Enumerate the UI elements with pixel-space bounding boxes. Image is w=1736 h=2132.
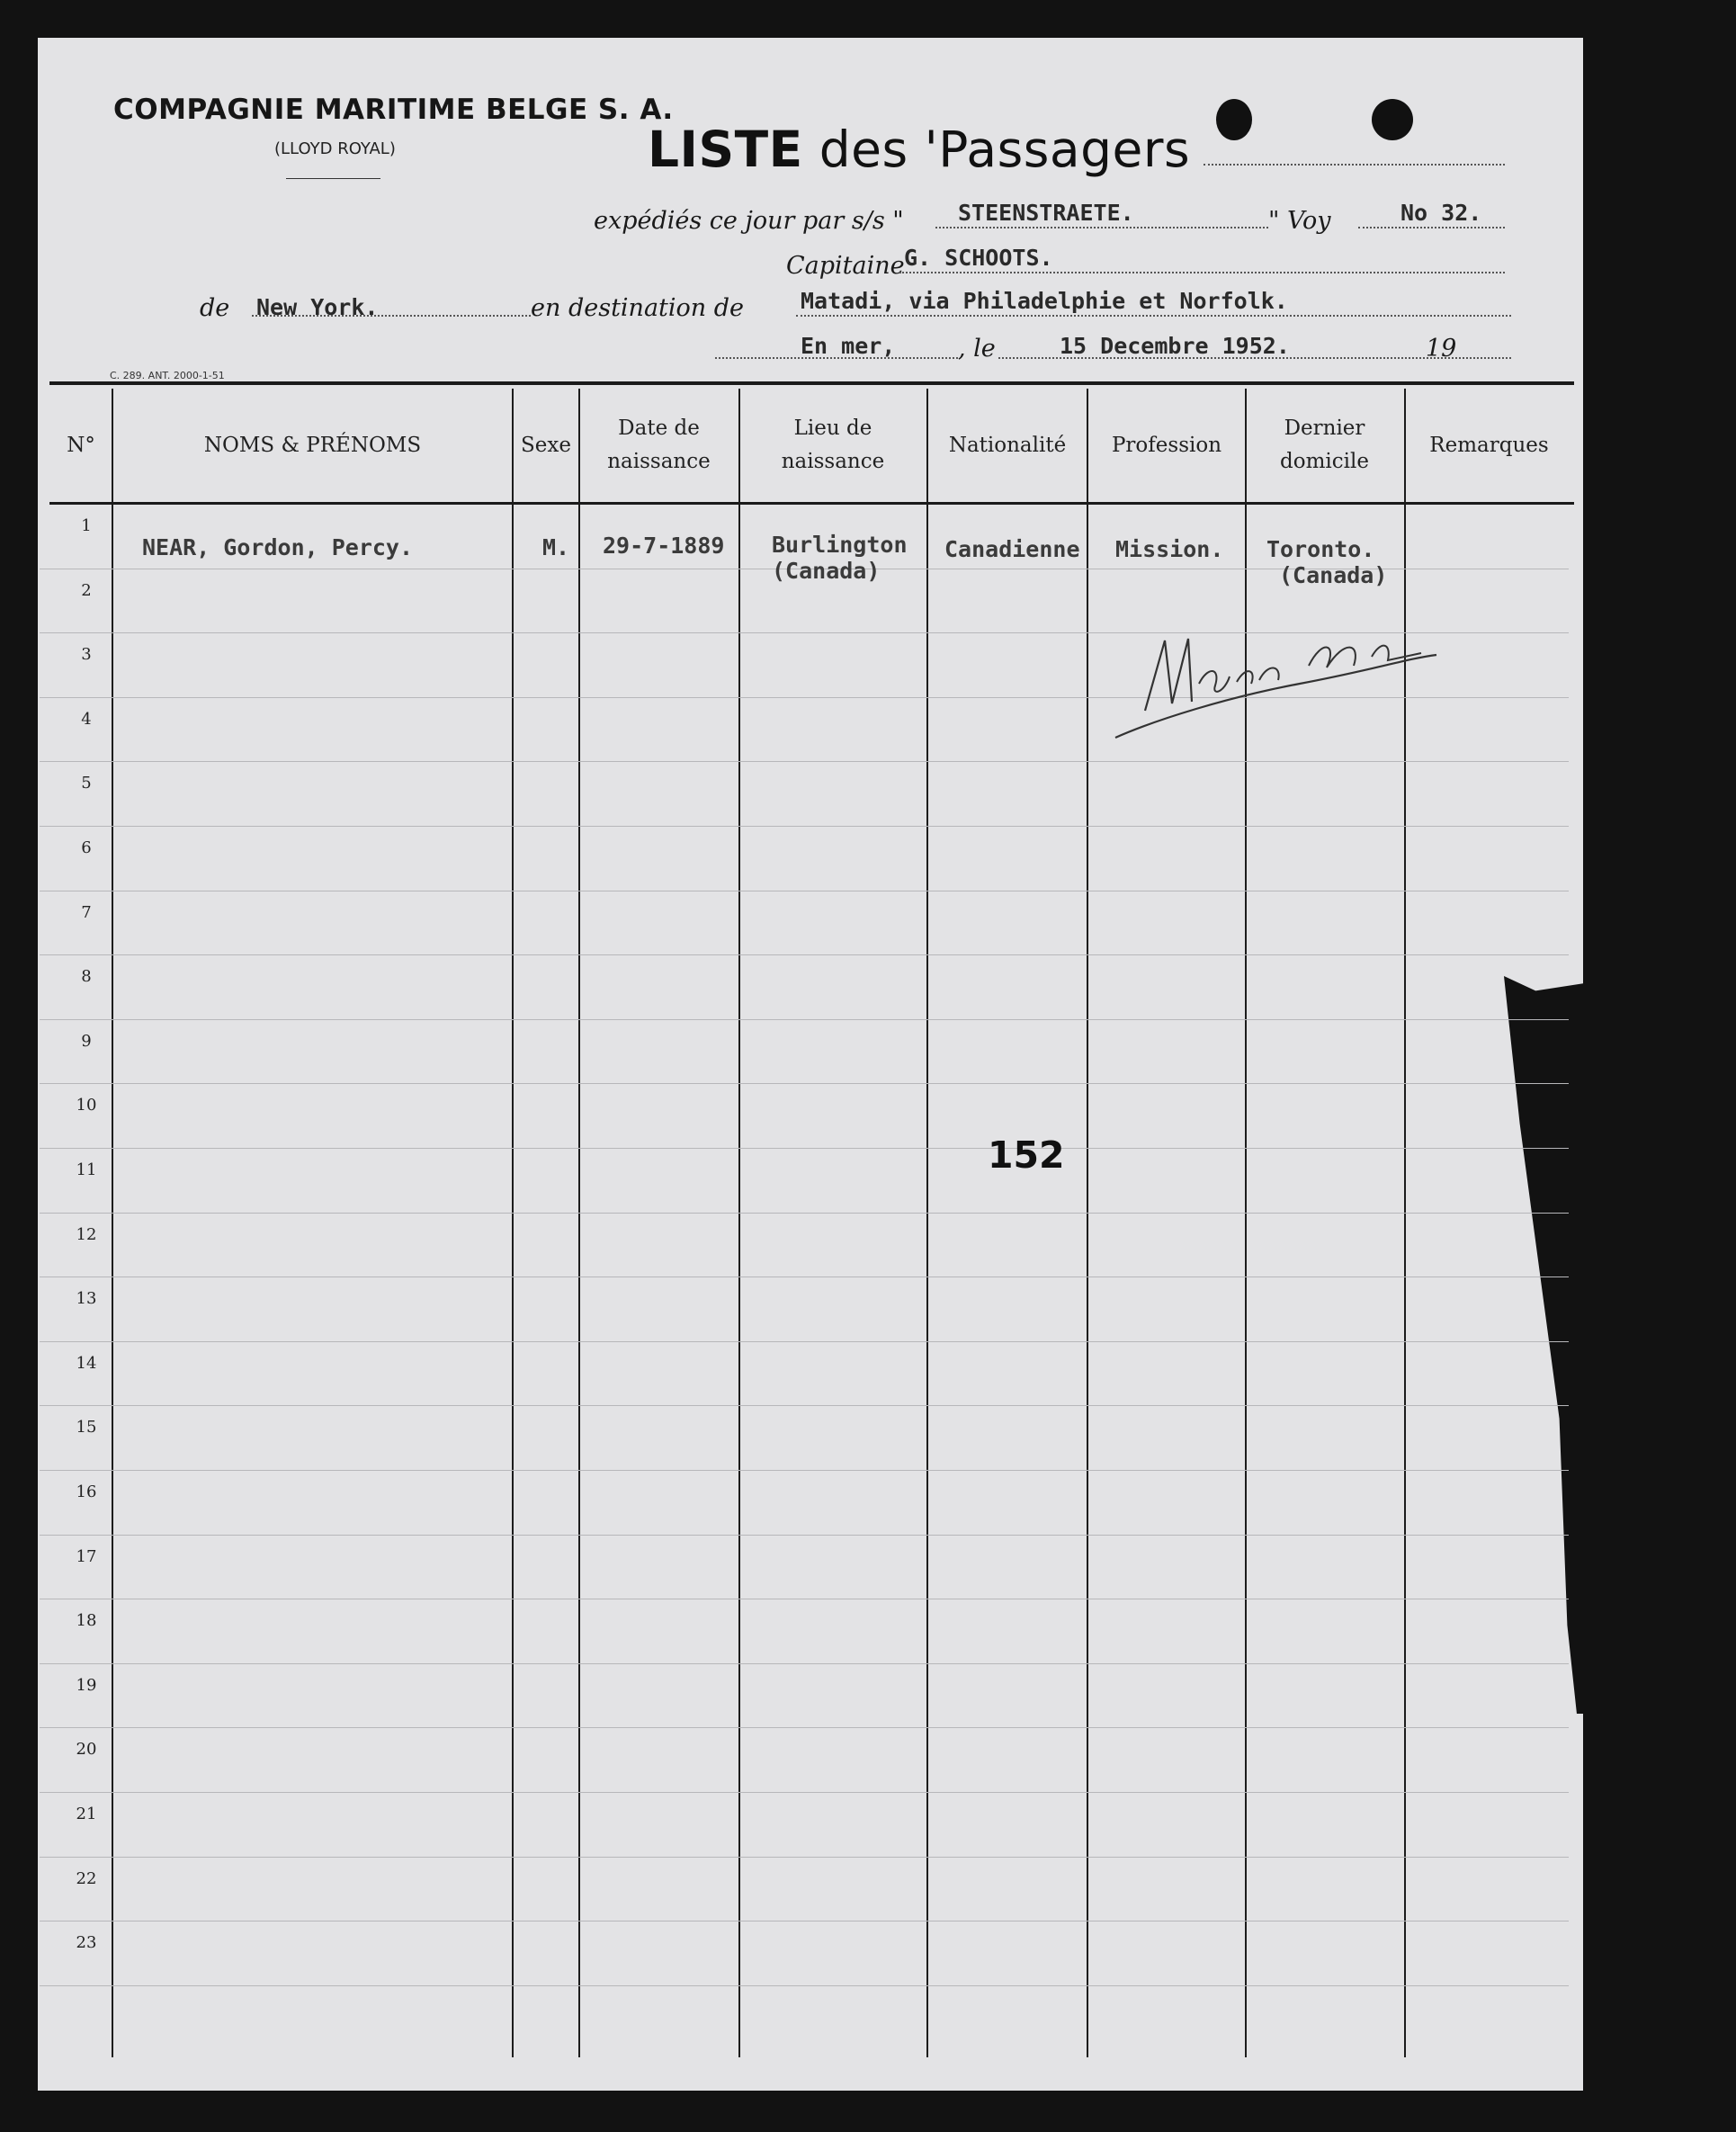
row-rule (40, 1985, 1569, 1986)
row-number: 19 (76, 1675, 97, 1695)
row-rule (40, 1341, 1569, 1342)
row-rule (40, 1019, 1569, 1020)
place: En mer, (801, 333, 896, 359)
company-subtitle: (LLOYD ROYAL) (274, 139, 396, 158)
row-number: 8 (81, 967, 92, 987)
row-number: 5 (81, 774, 92, 793)
row-rule (40, 1857, 1569, 1858)
row-number: 20 (76, 1740, 97, 1760)
row-number: 9 (81, 1031, 92, 1051)
le-label: , le (958, 335, 996, 363)
entry-profession: Mission. (1115, 536, 1224, 562)
row-number: 4 (81, 709, 92, 729)
origin-port: New York. (256, 294, 379, 320)
row-number: 13 (76, 1289, 97, 1309)
row-number: 11 (76, 1160, 97, 1179)
company-name: COMPAGNIE MARITIME BELGE S. A. (113, 94, 674, 126)
row-rule (40, 1148, 1569, 1149)
origin-label: de (200, 294, 230, 322)
row-number: 18 (76, 1611, 97, 1631)
voyage-dotted-line (1358, 227, 1505, 228)
row-number: 10 (76, 1096, 97, 1115)
stamped-page-number: 152 (988, 1133, 1065, 1177)
row-rule (40, 1727, 1569, 1728)
destination-dotted-line (796, 315, 1511, 317)
expedies-label: expédiés ce jour par s/s " (594, 207, 904, 235)
col-header-number: N° (67, 433, 95, 457)
col-header-birth-place: Lieu de naissance (781, 417, 885, 473)
origin-dotted-line (252, 315, 531, 317)
title-rest: des 'Passagers (819, 121, 1191, 178)
col-line-6 (1087, 389, 1088, 2057)
row-number: 23 (76, 1933, 97, 1953)
col-line-1 (112, 389, 113, 2057)
punch-hole-right (1372, 99, 1413, 140)
row-rule (40, 954, 1569, 955)
title-dotted-line (1204, 164, 1505, 166)
row-number: 16 (76, 1483, 97, 1501)
ship-dotted-line (935, 227, 1268, 228)
entry-birth-place: Burlington (772, 532, 908, 558)
col-line-3 (578, 389, 580, 2057)
title-bold: LISTE (648, 121, 803, 178)
capitaine-label: Capitaine (786, 252, 905, 280)
row-rule (40, 1083, 1569, 1084)
row-rule (40, 1470, 1569, 1471)
row-number: 15 (76, 1418, 97, 1438)
voyage-label: " Voy (1268, 207, 1331, 235)
col-header-sex: Sexe (521, 433, 571, 457)
row-number: 14 (76, 1353, 97, 1373)
row-number: 12 (76, 1224, 97, 1244)
row-rule (40, 1792, 1569, 1793)
col-line-2 (512, 389, 514, 2057)
row-number: 7 (81, 902, 92, 922)
col-header-names: NOMS & PRÉNOMS (203, 433, 422, 457)
entry-sex: M. (542, 534, 570, 560)
row-rule (40, 1663, 1569, 1664)
col-header-nationality: Nationalité (948, 433, 1067, 457)
col-header-birth-date: Date de naissance (607, 417, 711, 473)
col-line-4 (738, 389, 740, 2057)
row-rule (40, 761, 1569, 762)
col-header-profession: Profession (1111, 433, 1222, 457)
row-number: 3 (81, 645, 92, 665)
col-header-remarks: Remarques (1429, 433, 1549, 457)
row-number: 21 (76, 1805, 97, 1823)
row-rule (40, 1213, 1569, 1214)
year-label: 19 (1426, 335, 1457, 363)
row-number: 6 (81, 838, 92, 857)
handwritten-signature (1102, 603, 1444, 756)
row-number: 22 (76, 1868, 97, 1888)
captain-dotted-line (899, 272, 1505, 273)
row-rule (40, 1535, 1569, 1536)
entry-domicile-country: (Canada) (1279, 562, 1388, 588)
entry-birth-place-country: (Canada) (772, 558, 881, 584)
entry-birth-date: 29-7-1889 (603, 533, 725, 559)
document-title (648, 121, 1190, 178)
row-number: 2 (81, 580, 92, 600)
col-header-domicile: Dernier domicile (1280, 417, 1369, 473)
header-bottom-rule (49, 502, 1574, 505)
punch-hole-left (1216, 99, 1252, 140)
ship-name: STEENSTRAETE. (958, 200, 1134, 226)
subtitle-rule (286, 178, 380, 179)
entry-domicile: Toronto. (1266, 536, 1375, 562)
list-date: 15 Decembre 1952. (1060, 333, 1290, 359)
form-code: C. 289. ANT. 2000-1-51 (110, 370, 225, 381)
table-top-rule (49, 381, 1574, 385)
destination-label: en destination de (531, 294, 745, 322)
row-number: 17 (76, 1546, 97, 1566)
captain-name: G. SCHOOTS. (904, 245, 1053, 271)
destination-port: Matadi, via Philadelphie et Norfolk. (801, 288, 1288, 314)
col-line-5 (926, 389, 928, 2057)
row-rule (40, 826, 1569, 827)
row-rule (40, 1405, 1569, 1406)
entry-nationality: Canadienne (944, 536, 1080, 562)
entry-name: NEAR, Gordon, Percy. (142, 534, 414, 560)
voyage-number: No 32. (1400, 200, 1482, 226)
row-number: 1 (81, 516, 92, 535)
